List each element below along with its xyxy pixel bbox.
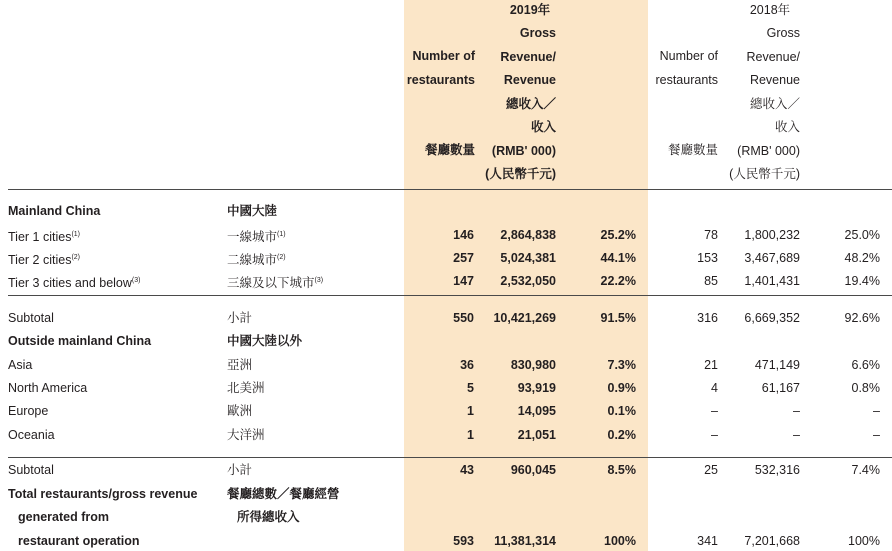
table-cell-d: 78: [704, 228, 718, 242]
table-cell-f: –: [873, 404, 880, 418]
table-cell-e: –: [793, 404, 800, 418]
row-label-zh-text: 二線城市: [227, 253, 278, 268]
footnote-marker: (3): [131, 277, 141, 284]
table-cell-c: 0.1%: [607, 404, 636, 418]
year-label-y2018: 2018年: [749, 3, 791, 17]
row-label-zh-text: 一線城市: [227, 230, 278, 245]
header-rule: [8, 189, 892, 190]
table-cell-a: 147: [453, 274, 474, 288]
table-cell-b: 830,980: [510, 358, 556, 372]
table-cell-f: 100%: [848, 534, 880, 548]
row-label-en: [8, 203, 100, 219]
table-cell-e: 532,316: [754, 463, 800, 477]
table-cell-f: 0.8%: [851, 381, 880, 395]
row-label-en: [18, 533, 140, 549]
year-label-y2019: 2019年: [509, 3, 551, 17]
table-cell-f: 48.2%: [844, 251, 880, 265]
revenue-header-y2018: Revenue/: [746, 49, 800, 64]
row-label-zh: [227, 273, 323, 291]
table-cell-e: 1,800,232: [744, 228, 800, 242]
row-label-en-text: Mainland China: [8, 204, 101, 218]
revenue-header-y2019: Revenue/: [500, 49, 556, 64]
footnote-marker: (1): [71, 231, 81, 238]
table-cell-f: 19.4%: [844, 274, 880, 288]
table-cell-a: 43: [460, 463, 474, 477]
row-label-en-text: Tier 2 cities: [8, 253, 72, 268]
row-label-en: [8, 462, 54, 478]
row-label-en-text: Europe: [8, 404, 49, 418]
row-label-en-text: Oceania: [8, 428, 55, 442]
row-label-zh: [227, 427, 265, 443]
row-label-zh: [227, 462, 252, 478]
revenue-header-y2019: 總收入／: [505, 96, 556, 111]
table-cell-e: 1,401,431: [744, 274, 800, 288]
table-cell-b: 960,045: [510, 463, 556, 477]
table-cell-e: 3,467,689: [744, 251, 800, 265]
revenue-header-y2018: Gross: [766, 26, 800, 40]
row-label-en: [8, 333, 151, 349]
table-cell-c: 44.1%: [600, 251, 636, 265]
row-label-zh-text: 餐廳總數／餐廳經營: [227, 487, 340, 501]
revenue-header-y2018: 總收入／: [749, 96, 800, 111]
row-label-zh-text: 亞洲: [227, 358, 253, 372]
restaurant-count-header-y2018: Number of: [659, 49, 718, 63]
restaurant-count-header-y2019: 餐廳數量: [424, 143, 475, 157]
row-label-en: [8, 380, 87, 396]
table-cell-b: 10,421,269: [493, 311, 556, 325]
table-cell-d: 25: [704, 463, 718, 477]
row-label-en-text: Tier 1 cities: [8, 230, 72, 245]
row-label-en-text: restaurant operation: [18, 534, 140, 548]
table-cell-b: 93,919: [517, 381, 556, 395]
table-cell-f: 92.6%: [844, 311, 880, 325]
table-cell-f: 25.0%: [844, 228, 880, 242]
table-cell-a: 257: [453, 251, 474, 265]
footnote-marker-zh: (2): [277, 254, 286, 261]
revenue-header-y2019: Gross: [519, 26, 556, 40]
table-cell-c: 91.5%: [600, 311, 636, 325]
revenue-header-y2019: (人民幣千元): [485, 167, 556, 181]
row-label-zh: [227, 310, 252, 326]
revenue-header-y2019: Revenue: [503, 73, 556, 87]
row-label-en-text: Subtotal: [8, 311, 54, 325]
revenue-header-y2019: (RMB' 000): [491, 143, 556, 158]
subtotal-rule-1: [8, 295, 892, 296]
row-label-zh: [227, 403, 252, 419]
table-cell-d: 4: [711, 381, 718, 395]
restaurant-count-header-y2018: 餐廳數量: [667, 143, 718, 157]
row-label-en-text: Asia: [8, 358, 33, 372]
row-label-en-text: North America: [8, 381, 88, 395]
table-cell-f: 6.6%: [851, 358, 880, 372]
table-cell-e: 6,669,352: [744, 311, 800, 325]
footnote-marker-zh: (1): [277, 231, 286, 238]
row-label-zh-text: 大洋洲: [227, 428, 265, 442]
table-cell-e: 61,167: [761, 381, 800, 395]
table-cell-e: 7,201,668: [744, 534, 800, 548]
table-cell-b: 2,532,050: [500, 274, 556, 288]
table-cell-d: 316: [697, 311, 718, 325]
row-label-zh: [227, 486, 340, 502]
row-label-zh-text: 中國大陸以外: [227, 334, 303, 348]
row-label-en: [8, 486, 197, 502]
restaurant-count-header-y2019: restaurants: [406, 72, 475, 87]
restaurant-count-header-y2019: Number of: [412, 49, 475, 63]
row-label-en-text: generated from: [18, 510, 109, 524]
revenue-header-y2018: (人民幣千元): [729, 167, 800, 181]
table-cell-d: –: [711, 428, 718, 442]
row-label-en-text: Tier 3 cities and below: [8, 276, 132, 291]
row-label-en-text: Subtotal: [8, 463, 54, 477]
row-label-zh-text: 小計: [227, 463, 253, 477]
table-cell-f: 7.4%: [851, 463, 880, 477]
table-cell-f: –: [873, 428, 880, 442]
table-cell-b: 21,051: [517, 428, 556, 442]
subtotal-rule-2: [8, 457, 892, 458]
table-cell-c: 100%: [604, 534, 636, 548]
table-cell-a: 36: [460, 358, 474, 372]
revenue-header-y2018: Revenue: [749, 73, 800, 87]
row-label-en: [8, 227, 80, 245]
table-cell-b: 5,024,381: [500, 251, 556, 265]
row-label-zh-text: 歐洲: [227, 404, 253, 418]
table-cell-e: 471,149: [754, 358, 800, 372]
row-label-en-text: Total restaurants/gross revenue: [8, 487, 198, 501]
row-label-en: [18, 509, 109, 525]
table-cell-d: –: [711, 404, 718, 418]
row-label-zh: [227, 380, 265, 396]
revenue-header-y2019: 收入: [530, 120, 556, 134]
row-label-en: [8, 357, 32, 373]
row-label-zh: [227, 250, 286, 268]
row-label-zh-text: 三線及以下城市: [227, 276, 315, 291]
table-cell-b: 14,095: [517, 404, 556, 418]
row-label-en: [8, 310, 54, 326]
table-cell-b: 2,864,838: [500, 228, 556, 242]
table-cell-a: 593: [453, 534, 474, 548]
table-cell-a: 1: [467, 428, 474, 442]
table-cell-a: 146: [453, 228, 474, 242]
footnote-marker: (2): [71, 254, 81, 261]
row-label-en-text: Outside mainland China: [8, 334, 152, 348]
row-label-zh-text: 小計: [227, 311, 253, 325]
table-cell-a: 5: [467, 381, 474, 395]
table-cell-c: 8.5%: [607, 463, 636, 477]
row-label-zh-text: 北美洲: [227, 381, 265, 395]
table-cell-a: 1: [467, 404, 474, 418]
table-cell-c: 0.2%: [607, 428, 636, 442]
row-label-en: [8, 427, 55, 443]
table-cell-c: 22.2%: [600, 274, 636, 288]
table-cell-d: 341: [697, 534, 718, 548]
table-cell-e: –: [793, 428, 800, 442]
table-cell-a: 550: [453, 311, 474, 325]
row-label-zh: [227, 227, 286, 245]
row-label-zh: [227, 357, 252, 373]
revenue-header-y2018: (RMB' 000): [737, 143, 800, 158]
row-label-en: [8, 250, 80, 268]
table-cell-c: 25.2%: [600, 228, 636, 242]
table-cell-d: 153: [697, 251, 718, 265]
table-cell-b: 11,381,314: [494, 534, 556, 548]
row-label-zh-text: 中國大陸: [227, 204, 278, 218]
row-label-en: [8, 403, 48, 419]
restaurant-count-header-y2018: restaurants: [655, 72, 718, 87]
row-label-zh: [227, 333, 302, 349]
footnote-marker-zh: (3): [314, 277, 324, 284]
revenue-header-y2018: 收入: [774, 120, 800, 134]
row-label-zh: [237, 509, 300, 525]
table-cell-d: 21: [704, 358, 718, 372]
row-label-zh-text: 所得總收入: [237, 510, 300, 524]
table-cell-c: 0.9%: [607, 381, 636, 395]
row-label-en: [8, 273, 140, 291]
table-cell-d: 85: [704, 274, 718, 288]
table-cell-c: 7.3%: [607, 358, 636, 372]
row-label-zh: [227, 203, 277, 219]
